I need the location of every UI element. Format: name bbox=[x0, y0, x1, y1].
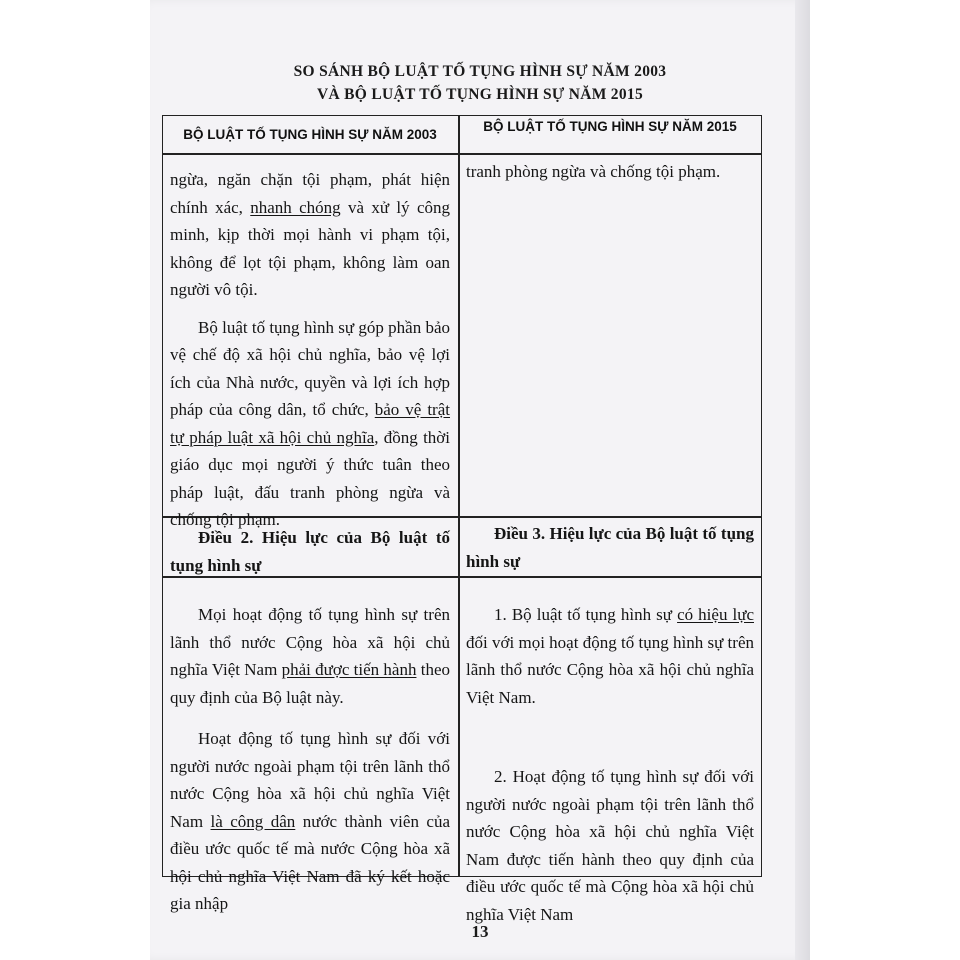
page-number: 13 bbox=[471, 922, 489, 941]
row1-right-cell bbox=[462, 158, 758, 186]
row1-right-paragraph: tranh phòng ngừa và chống tội phạm. bbox=[466, 162, 721, 181]
row2-right-paragraph-2: 2. Hoạt động tố tụng hình sự đối với người nước ngoài phạm tội trên lãnh thổ nước Cộng hòa xã hội chủ nghĩa Việt Nam được tiến hành theo quy định của điều ước quốc tế mà Cộng hòa xã hội chủ nghĩa Việt Nam bbox=[466, 767, 754, 924]
page-edge bbox=[795, 0, 810, 960]
header-row-divider bbox=[162, 153, 762, 155]
underlined-phrase: bảo vệ trật tự pháp luật xã hội chủ nghĩa bbox=[170, 400, 450, 447]
row2-left-cell bbox=[166, 524, 454, 918]
row1-left-paragraph-2: Bộ luật tố tụng hình sự góp phần bảo vệ chế độ xã hội chủ nghĩa, bảo vệ lợi ích của Nhà nước, quyền và lợi ích hợp pháp của công dân, tổ chức, bảo vệ trật tự pháp luật xã hội chủ nghĩa, đồng thời giáo dục mọi người ý thức tuân theo pháp luật, đấu tranh phòng ngừa và chống tội phạm. bbox=[170, 317, 450, 529]
row2-left-paragraph-1: Mọi hoạt động tố tụng hình sự trên lãnh thổ nước Cộng hòa xã hội chủ nghĩa Việt Nam phải được tiến hành theo quy định của Bộ luật này. bbox=[170, 605, 450, 707]
document-title-line-2: VÀ BỘ LUẬT TỐ TỤNG HÌNH SỰ NĂM 2015 bbox=[317, 86, 643, 103]
underlined-phrase: phải được tiến hành bbox=[281, 660, 417, 679]
row2-right-cell bbox=[462, 520, 758, 928]
underlined-phrase: là công dân bbox=[210, 811, 296, 831]
article-3-heading: Điều 3. Hiệu lực của Bộ luật tố tụng hình sự bbox=[466, 524, 754, 571]
article-2-heading: Điều 2. Hiệu lực của Bộ luật tố tụng hình sự bbox=[170, 528, 450, 575]
underlined-phrase: nhanh chóng bbox=[250, 197, 341, 217]
row1-left-paragraph-1: ngừa, ngăn chặn tội phạm, phát hiện chính xác, nhanh chóng và xử lý công minh, kịp thời mọi hành vi phạm tội, không để lọt tội phạm, không làm oan người vô tội. bbox=[170, 170, 451, 299]
column-divider bbox=[458, 115, 460, 877]
row1-left-cell bbox=[166, 166, 454, 534]
right-column-header: BỘ LUẬT TỐ TỤNG HÌNH SỰ NĂM 2015 bbox=[483, 119, 737, 134]
underlined-phrase: có hiệu lực bbox=[677, 605, 754, 624]
document-title-line-1: SO SÁNH BỘ LUẬT TỐ TỤNG HÌNH SỰ NĂM 2003 bbox=[293, 63, 667, 80]
left-column-header: BỘ LUẬT TỐ TỤNG HÌNH SỰ NĂM 2003 bbox=[183, 127, 437, 142]
row2-left-paragraph-2: Hoạt động tố tụng hình sự đối với người nước ngoài phạm tội trên lãnh thổ nước Cộng hòa xã hội chủ nghĩa Việt Nam là công dân nước thành viên của điều ước quốc tế mà nước Cộng hòa xã hội chủ nghĩa Việt Nam đã ký kết hoặc gia nhập bbox=[170, 729, 451, 913]
row2-right-paragraph-1: 1. Bộ luật tố tụng hình sự có hiệu lực đối với mọi hoạt động tố tụng hình sự trên lãnh thổ nước Cộng hòa xã hội chủ nghĩa Việt Nam. bbox=[466, 605, 754, 707]
